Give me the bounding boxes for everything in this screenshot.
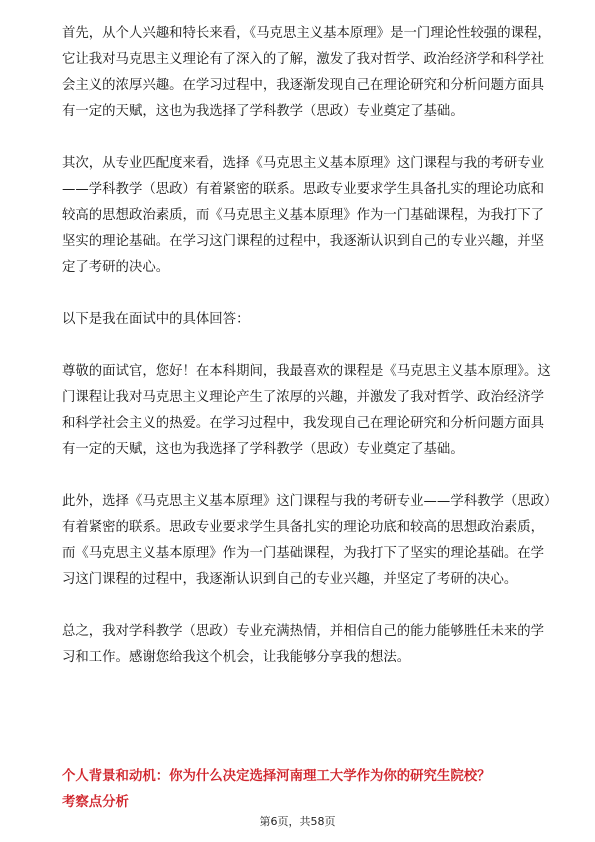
document-body: [62, 21, 557, 671]
paragraph-match: 其次，从专业匹配度来看，选择《马克思主义基本原理》这门课程与我的考研专业——学科教学（思政）有着紧密的联系。思政专业要求学生具备扎实的理论功底和较高的思想政治素质，而《马克思主义基本原理》作为一门基础课程，为我打下了坚实的理论基础。在学习这门课程的过程中，我逐渐认识到自己的专业兴趣，并坚定了考研的决心。: [62, 156, 545, 275]
paragraph-interest: 首先，从个人兴趣和特长来看，《马克思主义基本原理》是一门理论性较强的课程，它让我对马克思主义理论有了深入的了解，激发了我对哲学、政治经济学和科学社会主义的浓厚兴趣。在学习过程中，我逐渐发现自己在理论研究和分析问题方面具有一定的天赋，这也为我选择了学科教学（思政）专业奠定了基础。: [62, 26, 551, 119]
paragraph-answer-1: 尊敬的面试官，您好！在本科期间，我最喜欢的课程是《马克思主义基本原理》。这门课程让我对马克思主义理论产生了浓厚的兴趣，并激发了我对哲学、政治经济学和科学社会主义的热爱。在学习过程中，我发现自己在理论研究和分析问题方面具有一定的天赋，这也为我选择了学科教学（思政）专业奠定了基础。: [62, 364, 551, 457]
question-heading: 个人背景和动机：你为什么决定选择河南理工大学作为你的研究生院校？: [62, 769, 491, 784]
paragraph-gap: [62, 281, 557, 307]
page-footer: 第6页，共58页: [259, 815, 336, 828]
paragraph-conclusion: 总之，我对学科教学（思政）专业充满热情，并相信自己的能力能够胜任未来的学习和工作。感谢您给我这个机会，让我能够分享我的想法。: [62, 624, 545, 665]
paragraph-gap: [62, 125, 557, 151]
paragraph-intro: 以下是我在面试中的具体回答：: [62, 312, 250, 327]
paragraph-gap: [62, 593, 557, 619]
paragraph-answer-2: 此外，选择《马克思主义基本原理》这门课程与我的考研专业——学科教学（思政）有着紧密的联系。思政专业要求学生具备扎实的理论功底和较高的思想政治素质，而《马克思主义基本原理》作为一门基础课程，为我打下了坚实的理论基础。在学习这门课程的过程中，我逐渐认识到自己的专业兴趣，并坚定了考研的决心。: [62, 494, 551, 587]
analysis-heading: 考察点分析: [62, 795, 129, 810]
paragraph-gap: [62, 463, 557, 489]
paragraph-gap: [62, 333, 557, 359]
